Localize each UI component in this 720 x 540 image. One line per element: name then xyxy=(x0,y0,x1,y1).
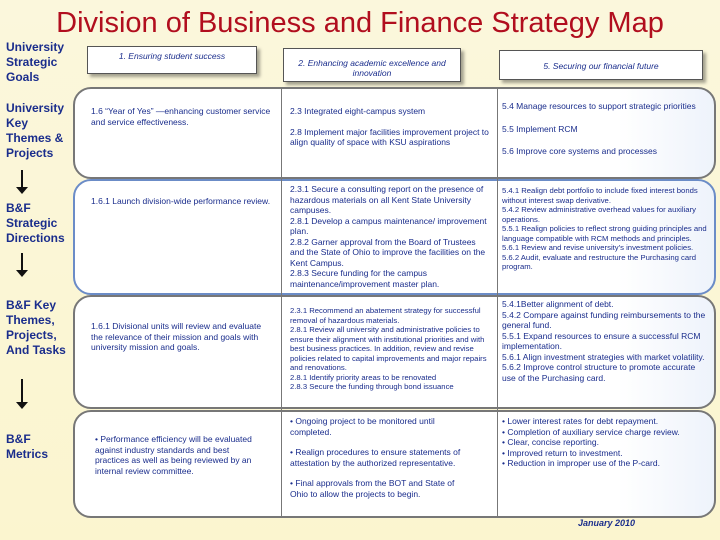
metric-item: • Reduction in improper use of the P-card. xyxy=(502,458,660,468)
goal-box-2: 2. Enhancing academic excellence and innovation xyxy=(283,48,461,82)
page-title: Division of Business and Finance Strategy Map xyxy=(56,7,664,39)
task-item: 5.5.1 Expand resources to ensure a successful RCM implementation. xyxy=(502,330,701,351)
date-label: January 2010 xyxy=(578,518,636,528)
metric-cell-3 xyxy=(502,416,682,469)
metric-item: • Final approvals from the BOT and State of Ohio to allow the projects to begin. xyxy=(290,478,455,499)
metric-item: • Improved return to investment. xyxy=(502,447,623,458)
task-item: 5.4.1Better alignment of debt. xyxy=(502,299,614,309)
direction-item: 5.6.2 Audit, evaluate and restructure the Purchasing card program. xyxy=(502,252,697,271)
metric-item: • Clear, concise reporting. xyxy=(502,437,599,447)
task-item: 2.3.1 Recommend an abatement strategy for successful removal of hazardous materials. xyxy=(290,306,481,325)
direction-item: 5.5.1 Realign policies to reflect strong guiding principles and language compatible with RCM methods and principles. xyxy=(502,224,707,243)
row-label-tasks: B&F Key Themes, Projects, And Tasks xyxy=(6,298,66,357)
direction-cell-2 xyxy=(290,184,490,289)
metric-cell-2 xyxy=(290,416,472,499)
direction-item: 5.6.1 Review and revise university's investment policies. xyxy=(502,243,694,252)
task-item: 5.4.2 Compare against funding reimbursements to the general fund. xyxy=(502,309,706,330)
direction-item: 2.8.3 Secure funding for the campus maintenance/improvement master plan. xyxy=(290,268,440,289)
metric-item: • Performance efficiency will be evaluated against industry standards and best practices as well as being reviewed by an internal review committee. xyxy=(95,434,252,476)
theme-cell-1 xyxy=(91,106,271,127)
direction-item: 2.8.2 Garner approval from the Board of Trustees and the State of Ohio to improve the facilities on the Kent Campus. xyxy=(290,236,486,268)
column-divider xyxy=(281,87,282,518)
theme-item: 5.4 Manage resources to support strategic priorities xyxy=(502,101,696,111)
direction-item: 5.4.2 Review administrative overhead values for auxiliary operations. xyxy=(502,205,696,224)
down-arrow-icon xyxy=(14,379,30,409)
metric-item: • Completion of auxiliary service charge review. xyxy=(502,426,680,437)
task-item: 2.8.3 Secure the funding through bond issuance xyxy=(290,382,454,391)
goal-box-3: 5. Securing our financial future xyxy=(499,50,703,80)
row-label-directions: B&F Strategic Directions xyxy=(6,201,65,245)
row-label-metrics: B&F Metrics xyxy=(6,432,49,461)
theme-item: 5.5 Implement RCM xyxy=(502,123,578,134)
row-label-goals: University Strategic Goals xyxy=(6,40,65,84)
metric-item: • Realign procedures to ensure statements of attestation by the authorized representative. xyxy=(290,447,461,468)
task-cell-3 xyxy=(502,299,707,383)
theme-item: 5.6 Improve core systems and processes xyxy=(502,146,657,156)
direction-cell-3 xyxy=(502,186,710,272)
theme-cell-2 xyxy=(290,106,490,148)
down-arrow-icon xyxy=(14,170,30,194)
task-cell-2 xyxy=(290,306,492,392)
direction-item: 5.4.1 Realign debt portfolio to include fixed interest bonds without interest swap derivative. xyxy=(502,186,698,205)
task-cell-1 xyxy=(91,321,271,353)
task-item: 1.6.1 Divisional units will review and evaluate the relevance of their mission and goals with university mission and goals. xyxy=(91,321,262,352)
down-arrow-icon xyxy=(14,253,30,277)
task-item: 5.6.1 Align investment strategies with market volatility. xyxy=(502,351,705,362)
theme-item: 2.3 Integrated eight-campus system xyxy=(290,106,426,116)
direction-item: 1.6.1 Launch division-wide performance review. xyxy=(91,196,271,206)
metric-cell-1 xyxy=(95,434,265,476)
direction-item: 2.3.1 Secure a consulting report on the presence of hazardous materials on all Kent State University campuses. xyxy=(290,184,484,215)
metric-item: • Ongoing project to be monitored until completed. xyxy=(290,416,435,437)
theme-item: 1.6 “Year of Yes” —enhancing customer service and service effectiveness. xyxy=(91,106,271,127)
goal-box-1: 1. Ensuring student success xyxy=(87,46,257,74)
task-item: 5.6.2 Improve control structure to promote accurate use of the Purchasing card. xyxy=(502,362,696,383)
theme-item: 2.8 Implement major facilities improvement project to align quality of space with KSU aspirations xyxy=(290,126,489,147)
row-label-themes: University Key Themes & Projects xyxy=(6,101,65,160)
metric-item: • Lower interest rates for debt repayment. xyxy=(502,416,659,426)
task-item: 2.8.1 Review all university and administrative policies to ensure their alignment with institutional priorities and with best business practices. In addition, review and revise policies related to capital improvements and major repairs and renovations. xyxy=(290,325,487,372)
direction-cell-1 xyxy=(91,196,273,207)
direction-item: 2.8.1 Develop a campus maintenance/ improvement plan. xyxy=(290,215,487,236)
column-divider xyxy=(497,87,498,518)
theme-cell-3 xyxy=(502,101,702,157)
task-item: 2.8.1 Identify priority areas to be renovated xyxy=(290,372,437,382)
